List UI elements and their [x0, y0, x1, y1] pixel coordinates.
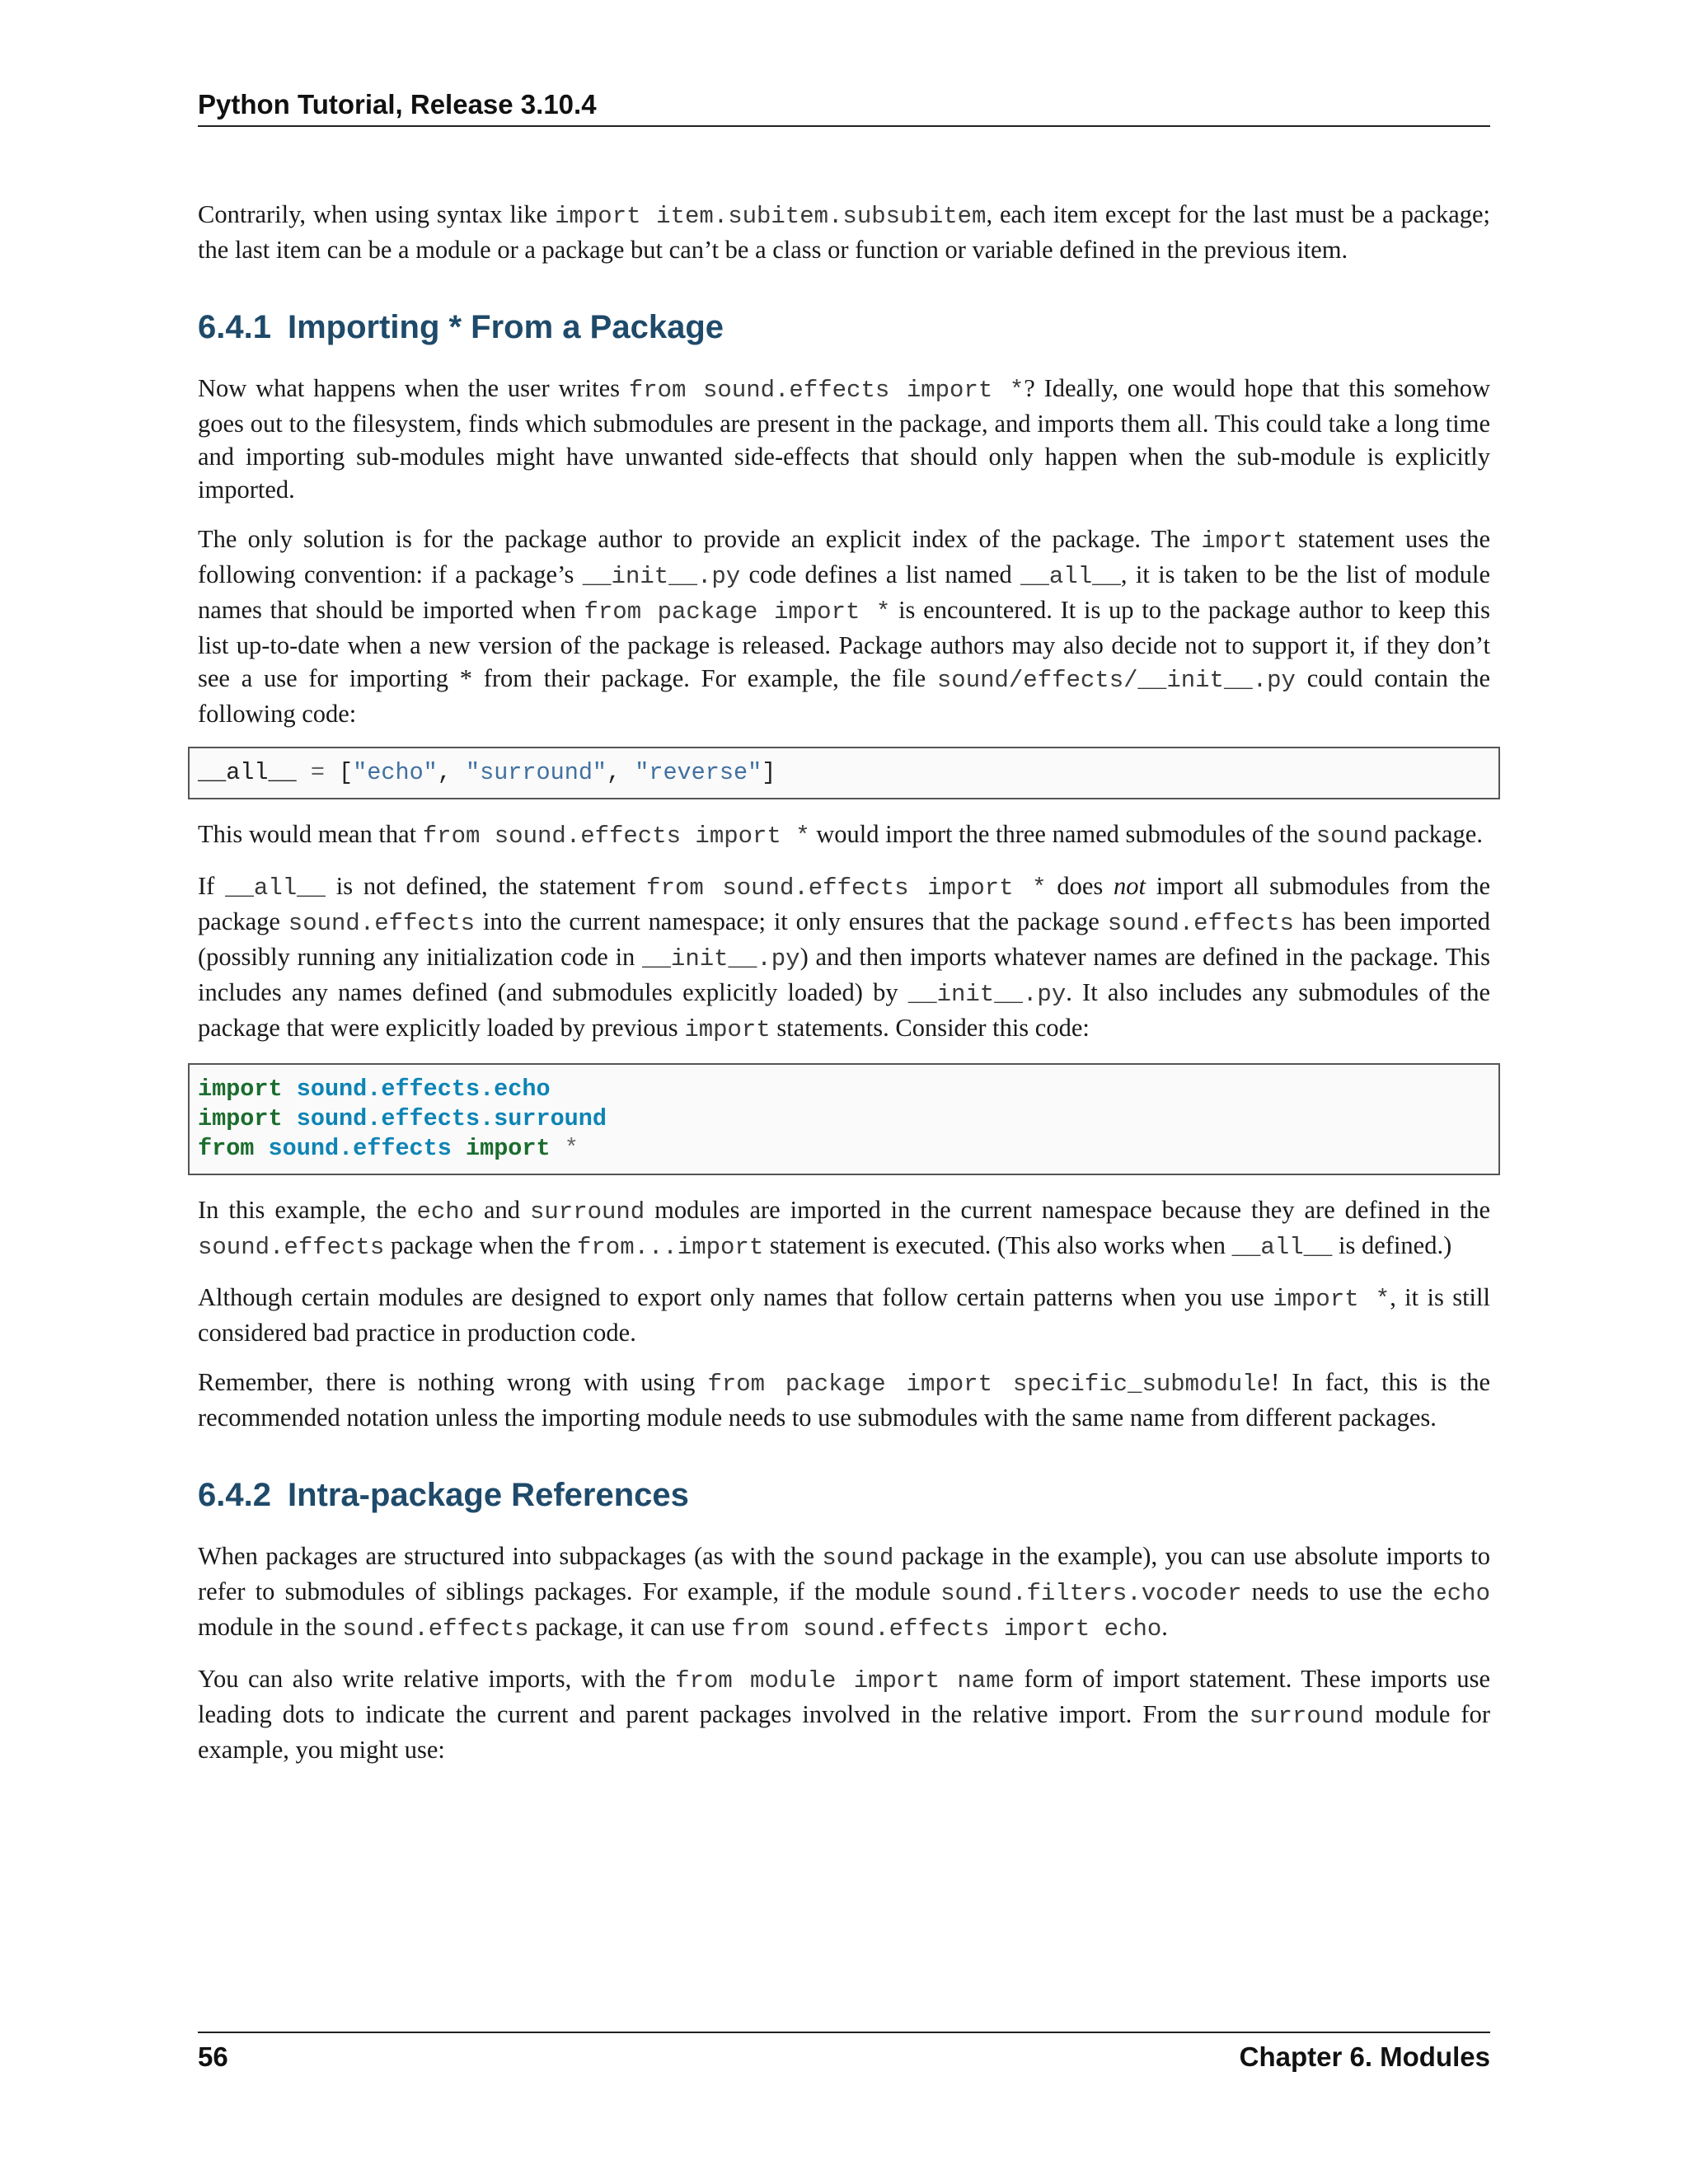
inline-code: import * [1273, 1286, 1390, 1313]
inline-code: __all__ [225, 874, 326, 902]
inline-code: from package import * [584, 598, 891, 626]
paragraph-all-convention: The only solution is for the package author to provide an explicit index of the package. The import statement uses the following convention: if a package’s __init__.py code defines a list named __all__, it is taken to be the list of module names that should be imported when from package import * is encountered. It is up to the package author to keep this list up-to-date when a new version of the package is released. Package authors may also decide not to support it, if they don’t see a use for importing * from their package. For example, the file sound/effects/__init__.py could contain the following code: [198, 525, 1491, 728]
paragraph-bad-practice: Although certain modules are designed to export only names that follow certain patterns when you use import *, it is still considered bad practice in production code. [198, 1283, 1490, 1347]
section-heading-6-4-2: 6.4.2 Intra-package References [198, 1477, 689, 1513]
inline-code: echo [416, 1198, 475, 1226]
paragraph-recommended: Remember, there is nothing wrong with using from package import specific_submodule! In fact, this is the recommended notation unless the importing module needs to use submodules with the same name from different packages. [198, 1368, 1490, 1432]
inline-code: __all__ [1020, 563, 1121, 590]
inline-code: sound [822, 1544, 894, 1572]
paragraph-three-submodules: This would mean that from sound.effects import * would import the three named submodules of the sound package. [198, 820, 1483, 850]
inline-code: from package import specific_submodule [707, 1371, 1272, 1398]
inline-code: sound.effects [1107, 910, 1294, 937]
inline-code: from sound.effects import echo [731, 1615, 1162, 1643]
inline-code: sound [1315, 823, 1388, 850]
inline-code: surround [1249, 1703, 1364, 1730]
inline-code: sound.filters.vocoder [940, 1580, 1242, 1607]
inline-code: surround [529, 1198, 645, 1226]
running-footer [198, 2032, 1490, 2073]
paragraph-example-explained: In this example, the echo and surround modules are imported in the current namespace because they are defined in the sound.effects package when the from...import statement is executed. (This also works when __all__ is defined.) [198, 1196, 1490, 1261]
code-block-all-list: __all__ = ["echo", "surround", "reverse"] [188, 747, 1500, 799]
inline-code: __init__.py [907, 981, 1067, 1008]
inline-code: from sound.effects import * [646, 874, 1047, 902]
inline-code: echo [1432, 1580, 1490, 1607]
paragraph-import-star: Now what happens when the user writes from sound.effects import *? Ideally, one would hope that this somehow goes out to the filesystem, finds which submodules are present in the package, and imports them all. This could take a long time and importing sub-modules might have unwanted side-effects that should only happen when the sub-module is explicitly imported. [198, 374, 1490, 504]
inline-code: sound.effects [342, 1615, 529, 1643]
paragraph-absolute-imports: When packages are structured into subpackages (as with the sound package in the example), you can use absolute imports to refer to submodules of siblings packages. For example, if the module sound.filters.vocoder needs to use the echo module in the sound.effects package, it can use from sound.effects import echo. [198, 1542, 1490, 1643]
chapter-title: Chapter 6. Modules [1239, 2041, 1490, 2072]
page-number: 56 [198, 2041, 228, 2072]
inline-code: import [684, 1016, 771, 1043]
inline-code: from...import [576, 1234, 764, 1261]
inline-code: from sound.effects import * [422, 823, 810, 850]
page-content [198, 198, 1490, 1783]
inline-code: import item.subitem.subsubitem [555, 203, 987, 230]
inline-code: sound.effects [288, 910, 476, 937]
paragraph-all-not-defined: If __all__ is not defined, the statement from sound.effects import * does not import all submodules from the package sound.effects into the current namespace; it only ensures that the package sound.effects has been imported (possibly running any initialization code in __init__.py) and then imports whatever names are defined in the package. This includes any names defined (and submodules explicitly loaded) by __init__.py. It also includes any submodules of the package that were explicitly loaded by previous import statements. Consider this code: [198, 872, 1490, 1043]
inline-code: __all__ [1231, 1234, 1333, 1261]
paragraph-relative-imports: You can also write relative imports, with the from module import name form of import statement. These imports use leading dots to indicate the current and parent packages involved in the relative import. From the surround module for example, you might use: [198, 1665, 1490, 1764]
paragraph-intro: Contrarily, when using syntax like import item.subitem.subsubitem, each item except for the last must be a package; the last item can be a module or a package but can’t be a class or function or variable defined in the previous item. [198, 200, 1490, 264]
inline-code: import [1201, 527, 1287, 555]
inline-code: from module import name [675, 1667, 1015, 1694]
inline-code: from sound.effects import * [628, 377, 1025, 404]
inline-code: sound.effects [198, 1234, 385, 1261]
inline-code: __init__.py [582, 563, 741, 590]
inline-code: sound/effects/__init__.py [936, 667, 1296, 694]
running-header: Python Tutorial, Release 3.10.4 [198, 89, 1490, 127]
inline-code: __init__.py [642, 945, 800, 972]
code-block-imports: import sound.effects.echo import sound.effects.surround from sound.effects import * [188, 1063, 1500, 1175]
section-heading-6-4-1: 6.4.1 Importing * From a Package [198, 309, 724, 345]
